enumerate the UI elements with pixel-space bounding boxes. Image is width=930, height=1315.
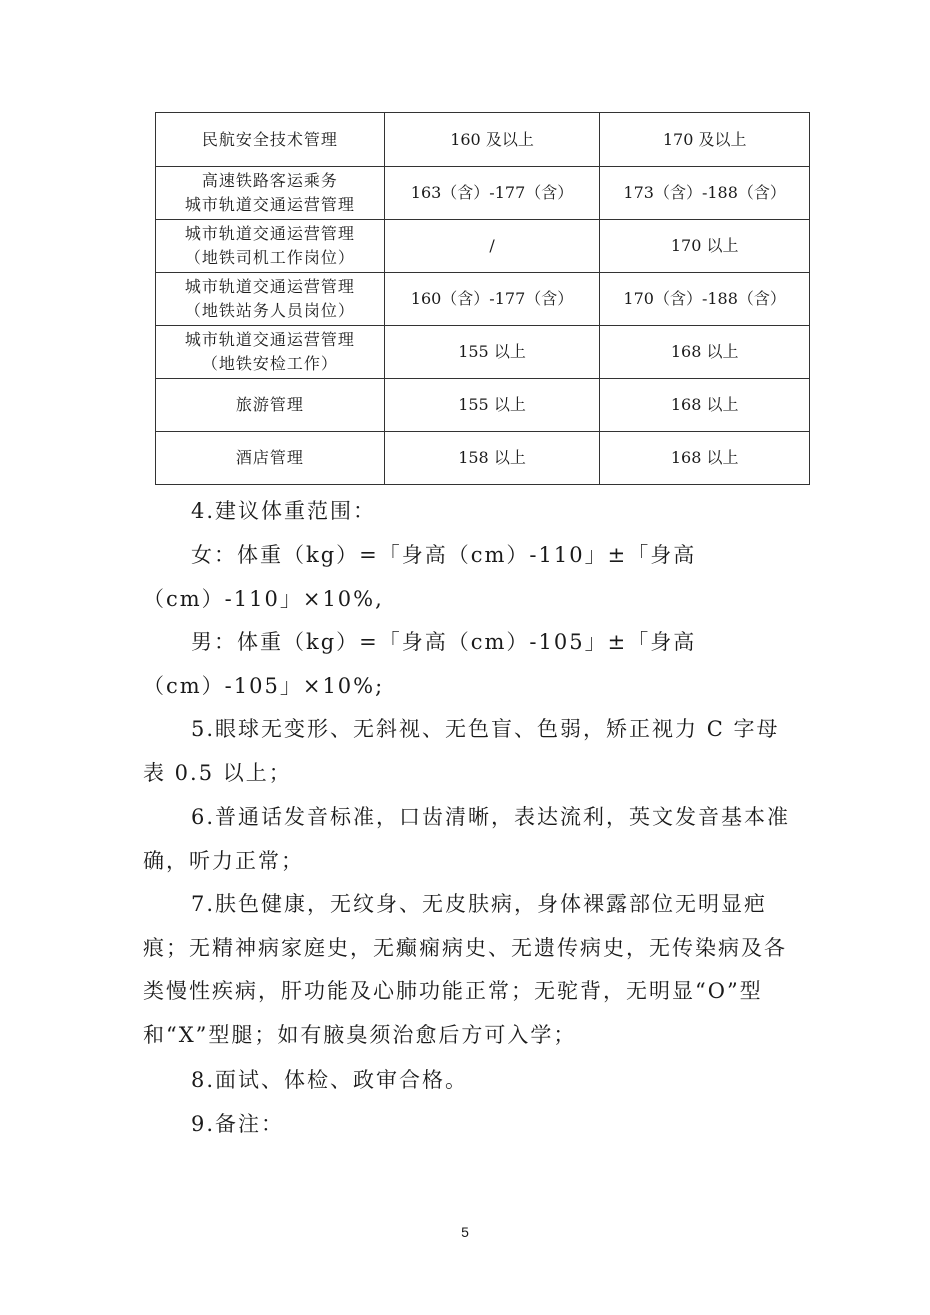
major-text: 酒店管理 — [235, 448, 304, 467]
male-height-cell: 170 及以上 — [600, 113, 810, 167]
weight-range-heading: 4.建议体重范围： — [191, 499, 377, 523]
major-text: 民航安全技术管理 — [201, 129, 338, 149]
table-row — [156, 220, 810, 273]
major-cell — [156, 379, 385, 432]
vision-requirement: 5.眼球无变形、无斜视、无色盲、色弱，矫正视力 C 字母表 0.5 以上； — [143, 717, 780, 785]
major-cell — [156, 167, 385, 220]
major-cell — [156, 273, 385, 326]
table-row — [156, 167, 810, 220]
major-cell — [156, 113, 385, 167]
table-row — [156, 326, 810, 379]
major-cell — [156, 432, 385, 485]
male-height-cell: 170 以上 — [600, 220, 810, 273]
female-height-cell: 155 以上 — [384, 379, 600, 432]
table-row — [156, 432, 810, 485]
major-text: 高速铁路客运乘务 — [201, 171, 338, 190]
female-height-cell: 160 及以上 — [384, 113, 600, 167]
table-row — [156, 273, 810, 326]
major-cell — [156, 220, 385, 273]
remarks-heading: 9.备注： — [191, 1112, 285, 1136]
male-height-cell: 170（含）-188（含） — [600, 273, 810, 326]
major-text: 城市轨道交通运营管理 — [184, 195, 355, 214]
major-text: 城市轨道交通运营管理 — [184, 277, 355, 296]
height-requirements-table — [155, 112, 810, 485]
major-text: （地铁司机工作岗位） — [184, 248, 355, 267]
male-height-cell: 168 以上 — [600, 432, 810, 485]
page-number: 5 — [461, 1224, 469, 1240]
table-row — [156, 113, 810, 167]
qualification-requirement: 8.面试、体检、政审合格。 — [191, 1068, 469, 1092]
female-weight-formula: 女：体重（kg）=「身高（cm）-110」±「身高（cm）-110」×10%, — [143, 543, 697, 611]
male-height-cell: 168 以上 — [600, 379, 810, 432]
female-height-cell: 155 以上 — [384, 326, 600, 379]
major-text: （地铁站务人员岗位） — [184, 301, 355, 320]
major-text: 城市轨道交通运营管理 — [184, 330, 355, 349]
female-height-cell: 160（含）-177（含） — [384, 273, 600, 326]
female-height-cell: 163（含）-177（含） — [384, 167, 600, 220]
major-text: （地铁安检工作） — [201, 354, 338, 373]
major-cell — [156, 326, 385, 379]
male-height-cell: 168 以上 — [600, 326, 810, 379]
male-weight-formula: 男：体重（kg）=「身高（cm）-105」±「身高（cm）-105」×10%; — [143, 630, 697, 698]
table-row — [156, 379, 810, 432]
major-text: 旅游管理 — [235, 395, 304, 414]
female-height-cell: 158 以上 — [384, 432, 600, 485]
female-height-cell: / — [384, 220, 600, 273]
major-text: 城市轨道交通运营管理 — [184, 224, 355, 243]
health-requirement: 7.肤色健康，无纹身、无皮肤病，身体裸露部位无明显疤痕；无精神病家庭史，无癫痫病史、无遗传病史，无传染病及各类慢性疾病，肝功能及心肺功能正常；无驼背，无明显“O”型和“X”型腿；如有腋臭须治愈后方可入学； — [143, 892, 787, 1047]
speech-requirement: 6.普通话发音标准，口齿清晰，表达流利，英文发音基本准确，听力正常； — [143, 805, 791, 873]
male-height-cell: 173（含）-188（含） — [600, 167, 810, 220]
